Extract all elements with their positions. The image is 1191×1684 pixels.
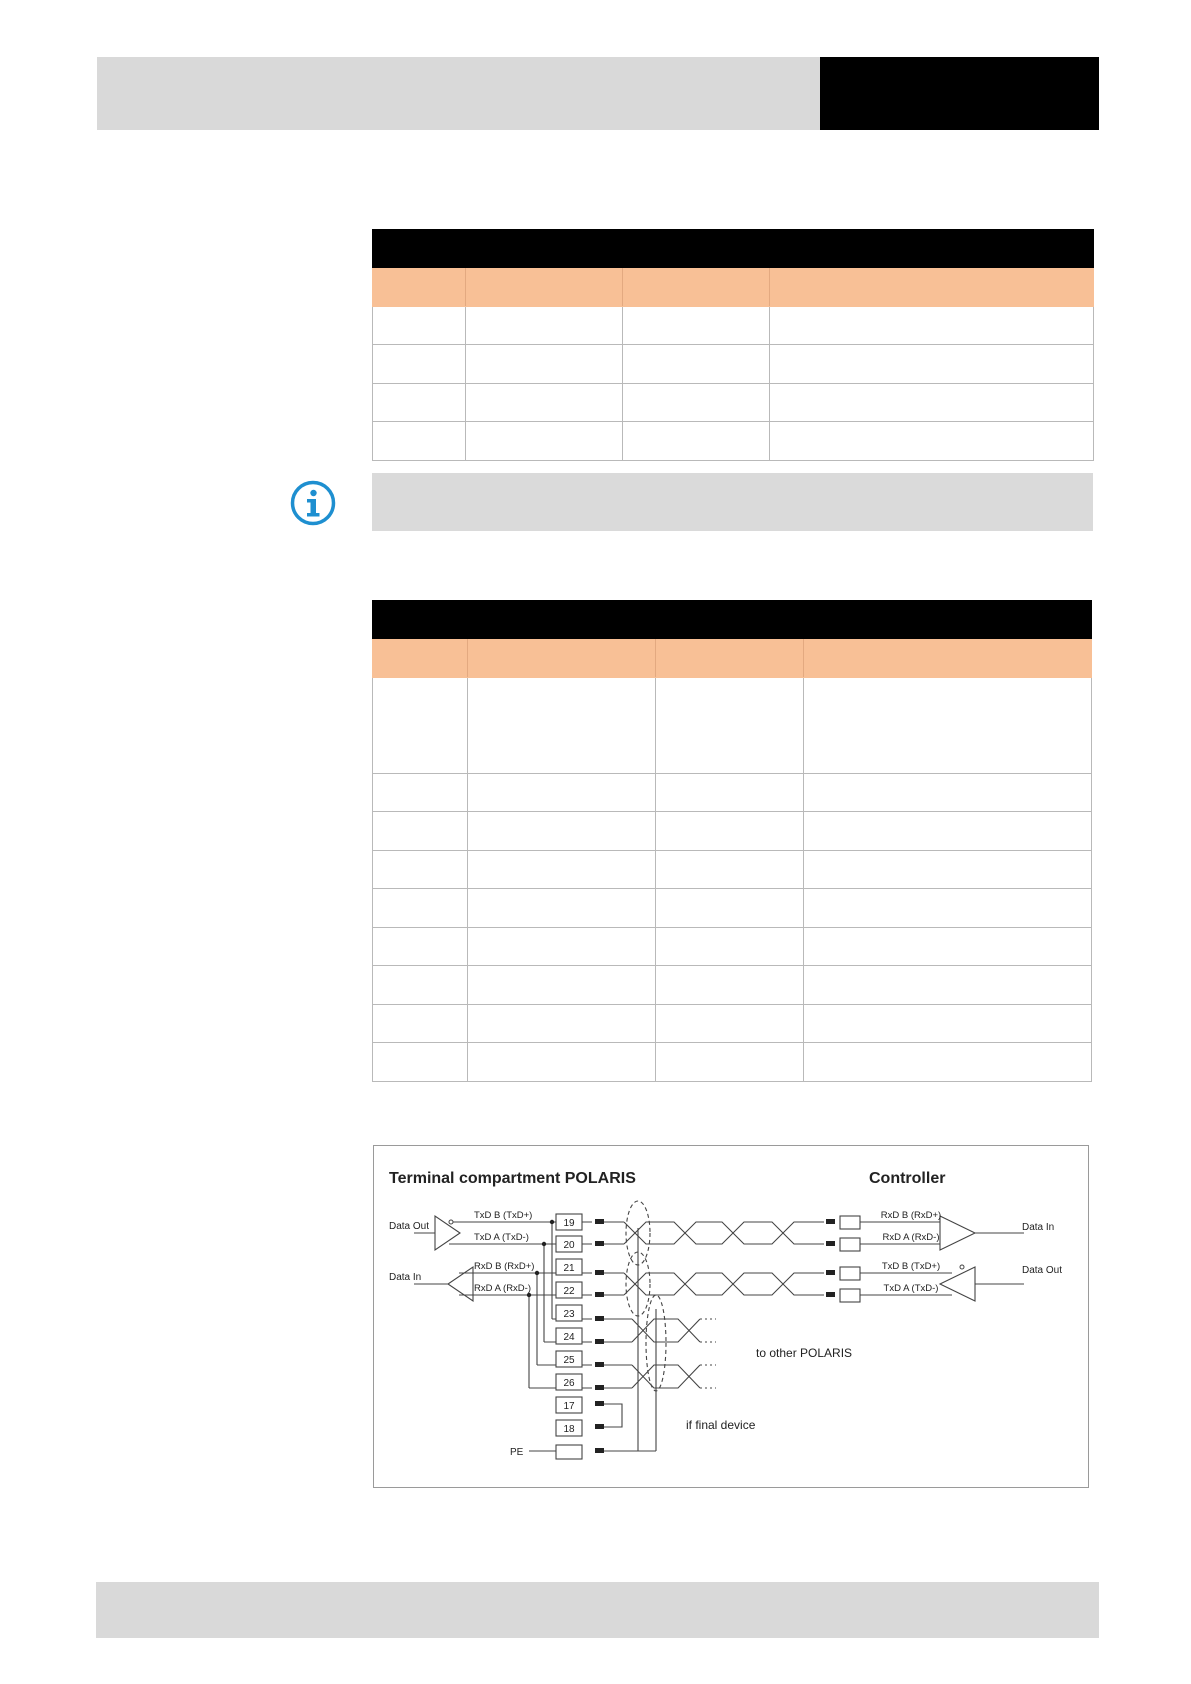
column-header (804, 639, 1092, 678)
column-header (656, 639, 804, 678)
terminal-table-1 (372, 229, 1094, 461)
terminal-number: 19 (563, 1218, 575, 1229)
left-txd-b-label: TxD B (TxD+) (474, 1210, 533, 1221)
terminal-number: 25 (563, 1355, 575, 1366)
terminal-number: 22 (563, 1286, 575, 1297)
right-data-out-label: Data Out (1022, 1265, 1063, 1276)
table-title-bar (373, 601, 1092, 639)
wiring-diagram (373, 1145, 1089, 1488)
column-header (373, 268, 466, 307)
table-row (373, 345, 1094, 384)
right-txd-b-label: TxD B (TxD+) (881, 1261, 941, 1272)
table-row (373, 307, 1094, 345)
table-title-bar (373, 230, 1094, 268)
header-bar (97, 57, 820, 130)
terminal-table-2 (372, 600, 1092, 1082)
terminal-number: 20 (563, 1240, 575, 1251)
header-black-block (820, 57, 1099, 130)
column-header (468, 639, 656, 678)
table-row (373, 966, 1092, 1005)
column-header (623, 268, 770, 307)
table-row (373, 422, 1094, 461)
left-rxd-a-label: RxD A (RxD-) (474, 1283, 531, 1294)
table-row (373, 928, 1092, 966)
right-txd-a-label: TxD A (TxD-) (883, 1283, 939, 1294)
terminal-number: 23 (563, 1309, 575, 1320)
table-row (373, 384, 1094, 422)
note-box (372, 473, 1093, 531)
table-row (373, 678, 1092, 774)
pe-label: PE (510, 1447, 524, 1458)
table-row (373, 812, 1092, 851)
info-icon (290, 480, 336, 526)
right-rxd-a-label: RxD A (RxD-) (882, 1232, 940, 1243)
table-row (373, 774, 1092, 812)
terminal-number: 21 (563, 1263, 575, 1274)
table-row (373, 851, 1092, 889)
terminal-number: 18 (563, 1424, 575, 1435)
diagram-title-right: Controller (869, 1170, 946, 1187)
terminal-number: 26 (563, 1378, 575, 1389)
right-data-in-label: Data In (1022, 1222, 1055, 1233)
terminal-number: 24 (563, 1332, 575, 1343)
left-data-in-label: Data In (389, 1272, 422, 1283)
terminal-number: 17 (563, 1401, 575, 1412)
column-header (466, 268, 623, 307)
note-final-device: if final device (686, 1418, 756, 1432)
right-rxd-b-label: RxD B (RxD+) (880, 1210, 942, 1221)
column-header (373, 639, 468, 678)
left-rxd-b-label: RxD B (RxD+) (474, 1261, 535, 1272)
table-row (373, 889, 1092, 928)
note-other-polaris: to other POLARIS (756, 1346, 853, 1360)
footer-bar (96, 1582, 1099, 1638)
left-txd-a-label: TxD A (TxD-) (474, 1232, 529, 1243)
left-data-out-label: Data Out (389, 1221, 430, 1232)
column-header (770, 268, 1094, 307)
table-row (373, 1005, 1092, 1043)
diagram-title-left: Terminal compartment POLARIS (389, 1170, 636, 1187)
table-row (373, 1043, 1092, 1082)
